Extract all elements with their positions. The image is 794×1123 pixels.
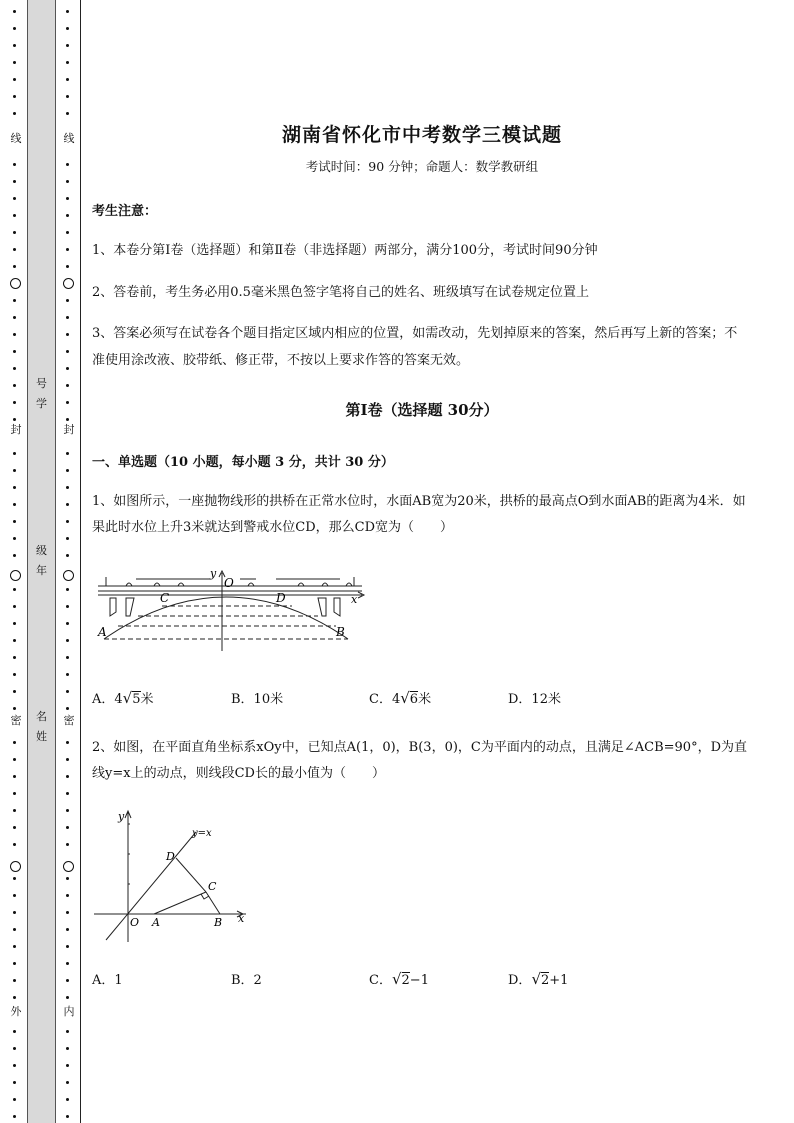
inner-dot [66, 112, 69, 115]
outer-dot [13, 452, 16, 455]
binding-rule [80, 0, 81, 1123]
outer-circle-mark [10, 570, 21, 581]
outer-dot [13, 979, 16, 982]
outer-dot [13, 1115, 16, 1118]
figure-2-label-y: y [118, 810, 125, 823]
figure-1-label-o: O [224, 576, 234, 590]
inner-dot [66, 979, 69, 982]
strip-label-ji: 级 [36, 544, 47, 557]
outer-dot [13, 1098, 16, 1101]
inner-dot [66, 928, 69, 931]
outer-dot [13, 401, 16, 404]
inner-dot [66, 1064, 69, 1067]
outer-dot [13, 741, 16, 744]
inner-dot [66, 333, 69, 336]
strip-label-ming: 名 [36, 710, 47, 723]
inner-dot [66, 826, 69, 829]
inner-dot [66, 418, 69, 421]
inner-dot [66, 622, 69, 625]
inner-dot [66, 61, 69, 64]
outer-dot [13, 809, 16, 812]
figure-1-label-b: B [336, 625, 345, 639]
outer-dot [13, 248, 16, 251]
outer-dot [13, 486, 16, 489]
inner-circle-mark [63, 278, 74, 289]
inner-dot [66, 10, 69, 13]
outer-dot [13, 214, 16, 217]
inner-dot [66, 316, 69, 319]
inner-dot [66, 537, 69, 540]
inner-dot [66, 894, 69, 897]
q1-option-c[interactable]: C．4√6米 [369, 689, 432, 707]
outer-dot [13, 622, 16, 625]
inner-dot [66, 401, 69, 404]
figure-2-label-c: C [208, 880, 217, 893]
inner-dot [66, 197, 69, 200]
strip-label-xing: 姓 [36, 730, 47, 743]
inner-label-mi: 密 [63, 714, 75, 727]
q1-option-b[interactable]: B．10米 [231, 692, 284, 707]
outer-dot [13, 962, 16, 965]
outer-circle-mark [10, 278, 21, 289]
outer-dot [13, 826, 16, 829]
outer-dot [13, 61, 16, 64]
inner-dot [66, 656, 69, 659]
question-1-figure [96, 565, 372, 655]
outer-dot [13, 520, 16, 523]
figure-1-label-y: y [210, 567, 217, 580]
q2-option-a[interactable]: A．1 [92, 973, 123, 988]
inner-dot [66, 367, 69, 370]
outer-dot [13, 690, 16, 693]
inner-dot [66, 741, 69, 744]
inner-dot [66, 214, 69, 217]
inner-dot [66, 469, 69, 472]
outer-dot [13, 95, 16, 98]
figure-1-label-a: A [98, 625, 107, 639]
inner-dot [66, 299, 69, 302]
inner-dot [66, 520, 69, 523]
inner-dot [66, 95, 69, 98]
question-2-text: 2、如图，在平面直角坐标系xOy中，已知点A(1，0)，B(3，0)，C为平面内的动点，且满足∠ACB=90°，D为直线y=x上的动点，则线段CD长的最小值为（ ） [92, 740, 748, 781]
outer-dot [13, 758, 16, 761]
inner-dot [66, 775, 69, 778]
figure-1-label-c: C [160, 591, 170, 605]
outer-dot [13, 78, 16, 81]
outer-dot [13, 163, 16, 166]
question-1-text: 1、如图所示，一座抛物线形的拱桥在正常水位时，水面AB宽为20米，拱桥的最高点O到水面AB的距离为4米．如果此时水位上升3米就达到警戒水位CD，那么CD宽为（ ） [92, 494, 746, 535]
outer-dot [13, 877, 16, 880]
inner-dot [66, 231, 69, 234]
figure-2-label-yx: y=x [192, 828, 212, 839]
inner-label-feng: 封 [63, 423, 75, 436]
outer-label-wai: 外 [10, 1005, 22, 1018]
outer-dot [13, 265, 16, 268]
outer-dot [13, 44, 16, 47]
inner-dot [66, 350, 69, 353]
strip-label-nian: 年 [36, 564, 47, 577]
q2-option-b[interactable]: B．2 [231, 973, 262, 988]
outer-dot [13, 537, 16, 540]
inner-dot [66, 588, 69, 591]
outer-dot [13, 384, 16, 387]
outer-dot [13, 1064, 16, 1067]
outer-dot [13, 673, 16, 676]
outer-dot [13, 367, 16, 370]
q1-option-a[interactable]: A．4√5米 [92, 689, 154, 707]
outer-dot [13, 775, 16, 778]
section-title: 第Ⅰ卷（选择题 30分） [345, 401, 499, 419]
inner-dot [66, 163, 69, 166]
outer-dot [13, 469, 16, 472]
outer-dot [13, 911, 16, 914]
inner-dot [66, 758, 69, 761]
outer-dot [13, 27, 16, 30]
outer-dot [13, 707, 16, 710]
inner-dot [66, 78, 69, 81]
outer-dot [13, 945, 16, 948]
inner-dot [66, 639, 69, 642]
inner-dot [66, 1115, 69, 1118]
q1-option-d[interactable]: D．12米 [508, 692, 561, 707]
outer-dot [13, 350, 16, 353]
outer-dotted-line [10, 0, 22, 1123]
q2-option-d[interactable]: D．√2+1 [508, 970, 569, 988]
outer-dot [13, 554, 16, 557]
inner-dot [66, 248, 69, 251]
inner-dot [66, 44, 69, 47]
outer-dot [13, 316, 16, 319]
inner-dot [66, 180, 69, 183]
question-1-options [92, 688, 752, 708]
inner-dot [66, 877, 69, 880]
inner-dot [66, 843, 69, 846]
inner-dot [66, 384, 69, 387]
inner-dot [66, 503, 69, 506]
notice-item-3: 3、答案必须写在试卷各个题目指定区域内相应的位置，如需改动，先划掉原来的答案，然后再写上新的答案；不准使用涂改液、胶带纸、修正带，不按以上要求作答的答案无效。 [92, 326, 738, 368]
outer-dot [13, 894, 16, 897]
inner-dot [66, 690, 69, 693]
bridge-diagram [96, 565, 372, 655]
outer-label-mi: 密 [10, 714, 22, 727]
figure-2-label-b: B [214, 916, 223, 929]
inner-dot [66, 707, 69, 710]
inner-circle-mark [63, 861, 74, 872]
inner-dot [66, 452, 69, 455]
page-title: 湖南省怀化市中考数学三模试题 [281, 124, 562, 146]
figure-2-label-a: A [152, 916, 160, 929]
inner-dot [66, 792, 69, 795]
outer-dot [13, 996, 16, 999]
question-2-options [92, 969, 752, 989]
inner-dot [66, 605, 69, 608]
inner-dot [66, 1098, 69, 1101]
outer-dot [13, 197, 16, 200]
outer-dot [13, 231, 16, 234]
inner-dot [66, 809, 69, 812]
outer-dot [13, 333, 16, 336]
outer-dot [13, 928, 16, 931]
outer-dot [13, 792, 16, 795]
question-2-figure [92, 806, 254, 946]
figure-2-label-o: O [130, 916, 140, 929]
inner-label-nei: 内 [63, 1005, 75, 1018]
inner-dot [66, 1030, 69, 1033]
outer-dot [13, 299, 16, 302]
inner-label-xian: 线 [63, 132, 75, 145]
figure-1-label-x: x [351, 593, 358, 606]
outer-dot [13, 112, 16, 115]
outer-label-xian: 线 [10, 132, 22, 145]
outer-dot [13, 180, 16, 183]
outer-dot [13, 605, 16, 608]
outer-dot [13, 639, 16, 642]
outer-dot [13, 418, 16, 421]
inner-dotted-line [63, 0, 75, 1123]
outer-dot [13, 588, 16, 591]
inner-dot [66, 27, 69, 30]
figure-1-label-d: D [276, 591, 286, 605]
exam-subtitle: 考试时间：90 分钟；命题人：数学教研组 [305, 159, 539, 174]
inner-dot [66, 911, 69, 914]
notice-heading: 考生注意： [92, 204, 158, 219]
outer-dot [13, 1030, 16, 1033]
inner-circle-mark [63, 570, 74, 581]
part-heading: 一、单选题（10 小题，每小题 3 分，共计 30 分） [92, 455, 394, 470]
figure-2-label-d: D [166, 850, 175, 863]
q2-option-c[interactable]: C．√2−1 [369, 970, 429, 988]
inner-dot [66, 673, 69, 676]
strip-label-hao: 号 [36, 377, 47, 390]
inner-dot [66, 1047, 69, 1050]
inner-dot [66, 486, 69, 489]
coordinate-diagram [92, 806, 254, 946]
outer-dot [13, 1081, 16, 1084]
inner-dot [66, 962, 69, 965]
outer-dot [13, 503, 16, 506]
outer-dot [13, 1047, 16, 1050]
outer-dot [13, 843, 16, 846]
inner-dot [66, 554, 69, 557]
outer-dot [13, 656, 16, 659]
outer-label-feng: 封 [10, 423, 22, 436]
inner-dot [66, 1081, 69, 1084]
notice-item-2: 2、答卷前，考生务必用0.5毫米黑色签字笔将自己的姓名、班级填写在试卷规定位置上 [92, 285, 589, 300]
notice-item-1: 1、本卷分第Ⅰ卷（选择题）和第Ⅱ卷（非选择题）两部分，满分100分，考试时间90分钟 [92, 243, 598, 258]
figure-2-label-x: x [238, 912, 245, 925]
strip-label-xue: 学 [36, 397, 47, 410]
binding-margin [0, 0, 82, 1123]
inner-dot [66, 996, 69, 999]
student-info-strip [27, 0, 56, 1123]
inner-dot [66, 265, 69, 268]
inner-dot [66, 945, 69, 948]
outer-circle-mark [10, 861, 21, 872]
outer-dot [13, 10, 16, 13]
